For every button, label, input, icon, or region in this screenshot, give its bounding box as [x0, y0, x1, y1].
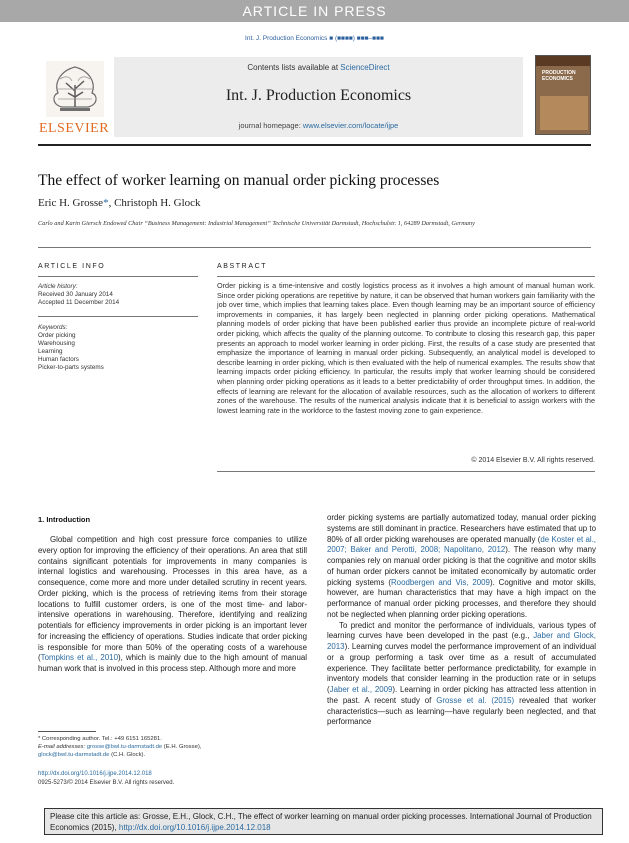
- citation-link[interactable]: Grosse et al. (2015): [436, 695, 515, 705]
- citation-link[interactable]: Jaber and Glock, 2013: [327, 631, 596, 651]
- elsevier-tree-icon: [46, 61, 104, 117]
- email-link[interactable]: grosse@bwl.tu-darmstadt.de: [86, 744, 163, 750]
- elsevier-logo: [38, 57, 110, 137]
- email-addresses: E-mail addresses: grosse@bwl.tu-darmstadt.de (E.H. Grosse),: [38, 744, 202, 750]
- journal-reference: Int. J. Production Economics ■ (■■■■) ■■■–■■■: [245, 35, 384, 42]
- intro-right-column: [327, 513, 596, 728]
- journal-homepage: journal homepage: www.elsevier.com/locate/ijpe: [238, 121, 399, 130]
- journal-header: [38, 52, 591, 140]
- article-info-heading: ARTICLE INFO: [38, 263, 106, 270]
- intro-paragraph: To predict and monitor the performance of individuals, various types of learning curves have been developed in the past (e.g., Jaber and Glock, 2013). Learning curves model the performance improvement of an individual or a group performing a task over time as a result of accumulated experience. They facilitate better performance predictability, for example in inventory models that consider learning in the production rate or in setups (Jaber et al., 2009). Learning in order picking has attracted less attention in the past. A recent study of Grosse et al. (2015) revealed that worker characteristics—such as learning—have regularly been neglected, and that performance: [327, 620, 596, 727]
- keywords: Keywords: Order picking Warehousing Learning Human factors Picker-to-parts systems: [38, 324, 188, 372]
- journal-name: Int. J. Production Economics: [225, 87, 412, 104]
- contents-line: Contents lists available at ScienceDirect: [247, 63, 390, 72]
- intro-paragraph: Global competition and high cost pressure force companies to utilize every option for improving the efficiency of their operations. An area that still contains significant potentials for improvements in many companies is internal logistics and warehousing. Processes in this area have, as a consequence, come more and more under detailed scrutiny in recent years. Order picking, which is the process of retrieving items from their storage locations to fulfill customer orders, is one of the most time- and labor-intensive operations in warehousing. Therefore, identifying and realizing potentials for efficiency improvements in order picking is an important lever for increasing the efficiency of operations. Studies indicate that order picking is responsible for more than 50% of the operating costs of a warehouse (Tompkins et al., 2010), which is mainly due to the high amount of manual human work that is involved in this process step. Although more and more: [38, 535, 307, 673]
- header-rule: [38, 144, 591, 146]
- article-in-press-banner: ARTICLE IN PRESS: [0, 0, 629, 22]
- citation-box: Please cite this article as: Grosse, E.H., Glock, C.H., The effect of worker learning on manual order picking processes. International Journal of Production Economics (2015), http://dx.doi.org/10.1016/j.ijpe.2014.12.018: [44, 808, 603, 835]
- sciencedirect-link[interactable]: ScienceDirect: [340, 63, 390, 72]
- accepted-date: Accepted 11 December 2014: [38, 299, 120, 306]
- keyword-item: Picker-to-parts systems: [38, 364, 104, 371]
- abstract-text: Order picking is a time-intensive and costly logistics process as it involves a high amount of manual human work. Since order picking operations are repetitive by nature, it can be observed that human workers gain familiarity with the job over time, which implies that learning takes place. Even though learning may be an important source of efficiency improvements in companies, it has largely been neglected in planning order picking operations. Mathematical planning models of order picking that have been published earlier thus provide an incomplete picture of real-world order picking, which affects the quality of the planning outcome. To contribute to closing this research gap, this paper presents an approach to model worker learning in order picking. First, the results of a case study are presented that emphasize the importance of learning in manual order picking. Subsequently, an analytical model is developed to describe learning in order picking, which is then evaluated with the help of numerical examples. The results show that learning impacts order picking efficiency. In particular, the results imply that worker learning should be considered when planning order picking operations as it leads to a better predictability of order throughput times. In addition, the effects of learning are relevant for the allocation of available resources, such as the allocation of workers to different zones of the warehouse. The results of the numerical analysis indicate that it is beneficial to assign workers with the lowest learning rate in the workforce to the fastest moving zone to gain experience.: [217, 281, 596, 415]
- title-rule: [38, 247, 591, 248]
- doi-block: [38, 770, 298, 787]
- article-history: Article history: Received 30 January 2014 Accepted 11 December 2014: [38, 283, 188, 307]
- article-info-rule: [38, 276, 198, 277]
- citation-doi-link[interactable]: http://dx.doi.org/10.1016/j.ijpe.2014.12.018: [118, 823, 271, 832]
- corresponding-author-link[interactable]: *: [103, 197, 109, 209]
- abstract-rule: [217, 276, 595, 277]
- issn-line: 0925-5273/© 2014 Elsevier B.V. All rights reserved.: [38, 779, 175, 786]
- email-link[interactable]: glock@bwl.tu-darmstadt.de: [38, 752, 110, 758]
- abstract-heading: ABSTRACT: [217, 263, 268, 270]
- keyword-item: Human factors: [38, 356, 79, 363]
- article-title: The effect of worker learning on manual order picking processes: [38, 172, 440, 189]
- cover-label: PRODUCTION ECONOMICS: [542, 70, 576, 82]
- section-heading-introduction: 1. Introduction: [38, 515, 91, 524]
- citation-link[interactable]: de Koster et al., 2007; Baker and Perotti, 2008; Napolitano, 2012: [327, 534, 596, 555]
- received-date: Received 30 January 2014: [38, 291, 113, 298]
- keyword-item: Order picking: [38, 332, 76, 339]
- authors-line: [38, 197, 201, 209]
- homepage-link[interactable]: www.elsevier.com/locate/ijpe: [302, 121, 399, 130]
- author-grosse: Eric H. Grosse: [38, 197, 104, 209]
- keyword-item: Learning: [38, 348, 63, 355]
- journal-cover-thumbnail: [535, 55, 591, 135]
- footnote-rule: [38, 731, 96, 732]
- journal-title-box: [114, 57, 523, 137]
- doi-link[interactable]: http://dx.doi.org/10.1016/j.ijpe.2014.12.018: [38, 771, 152, 777]
- abstract-bottom-rule: [217, 471, 595, 472]
- intro-paragraph: order picking systems are partially automatized today, manual order picking systems are still dominant in practice. Researchers have estimated that up to 80% of all order picking warehouses are operated manually (de Koster et al., 2007; Baker and Perotti, 2008; Napolitano, 2012). The reason why many companies rely on manual order picking is that the cognitive and motor skills of human order pickers cannot be imitated economically by automatic order picking systems (Roodbergen and Vis, 2009). Cognitive and motor skills, however, are human characteristics that may have a high impact on the performance of manual order picking processes, and therefore they should not be neglected when planning order picking operations.: [327, 513, 596, 619]
- elsevier-wordmark: ELSEVIER: [38, 121, 110, 136]
- keyword-item: Warehousing: [38, 340, 75, 347]
- corresponding-author-note: * Corresponding author. Tel.: +49 6151 165281.: [38, 736, 162, 742]
- intro-left-column: [38, 535, 307, 675]
- citation-link[interactable]: Jaber et al., 2009: [329, 685, 393, 694]
- abstract-copyright: © 2014 Elsevier B.V. All rights reserved.: [471, 457, 595, 464]
- footnote: * Corresponding author. Tel.: +49 6151 165281. E-mail addresses: grosse@bwl.tu-darmstadt.de (E.H. Grosse), glock@bwl.tu-darmstadt.de (C.H. Glock).: [38, 735, 298, 759]
- citation-link[interactable]: Tompkins et al., 2010: [40, 653, 118, 663]
- history-rule: [38, 316, 198, 317]
- citation-link[interactable]: Roodbergen and Vis, 2009: [390, 577, 490, 587]
- affiliation: Carlo and Karin Giersch Endowed Chair “Business Management: Industrial Management” Technische Universität Darmstadt, Hochschulstr. 1, 64289 Darmstadt, Germany: [38, 220, 475, 227]
- author-glock: , Christoph H. Glock: [108, 197, 201, 209]
